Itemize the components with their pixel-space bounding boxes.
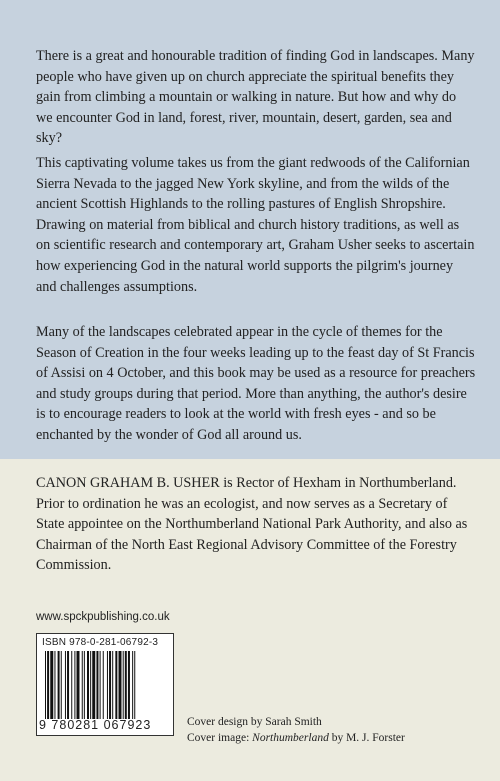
barcode-stripe [50,651,53,719]
blurb-paragraph-1: There is a great and honourable tradition of finding God in landscapes. Many people who have given up on church appreciate the spiritual benefits they gain from climbing a mountain or walking in nature. But how and why do we encounter God in land, forest, river, mountain, desert, garden, sea and sky? [36,48,475,147]
cover-image-suffix: by M. J. Forster [328,732,405,744]
barcode-stripe [128,651,130,719]
ean-digits: 9 780281 067923 [39,718,152,732]
barcode-stripe [67,651,69,719]
barcode-stripe [112,651,113,719]
isbn-label: ISBN 978-0-281-06792-3 [42,637,159,648]
barcode-stripe [125,651,127,719]
barcode-stripe [132,651,133,719]
barcode-stripe [87,651,89,719]
isbn-barcode [36,633,174,736]
barcode-stripe [100,651,101,719]
blurb-paragraph-3: Many of the landscapes celebrated appear in the cycle of themes for the Season of Creation in the four weeks leading up to the feast day of St Francis of Assisi on 4 October, and this book may be used as a resource for preachers and study groups during that period. More than anything, the author's desire is to encourage readers to look at the world with fresh eyes - and so be enchanted by the wonder of God all around us. [36,324,476,443]
blurb-paragraph-2: This captivating volume takes us from the giant redwoods of the Californian Sierra Nevada to the jagged New York skyline, and from the wilds of the ancient Scottish Highlands to the rolling pastures of English Shropshire. Drawing on material from biblical and church history traditions, as well as on scientific research and contemporary art, Graham Usher seeks to ascertain how experiencing God in the natural world supports the pilgrim's journey and challenges assumptions. [36,155,475,295]
barcode-stripe [82,651,83,719]
barcode-stripe [74,651,75,719]
barcode-stripe [90,651,91,719]
barcode-stripe [115,651,117,719]
barcode-stripe [71,651,72,719]
barcode-stripe [107,651,108,719]
cover-image-title: Northumberland [252,732,329,744]
barcode-stripe [77,651,80,719]
barcode-stripe [119,651,122,719]
cover-image-credit [187,730,405,746]
barcode-stripe [92,651,95,719]
cover-credits [187,714,405,746]
barcode-stripe [123,651,124,719]
cover-image-prefix: Cover image: [187,732,253,744]
barcode-stripe [65,651,66,719]
barcode-stripe [45,651,46,719]
author-bio: CANON GRAHAM B. USHER is Rector of Hexham in Northumberland. Prior to ordination he was an ecologist, and now serves as a Secretary of State appointee on the Northumberland National Park Authority, and also as Chairman of the North East Regional Advisory Committee of the Forestry Commission. [36,475,468,574]
barcode-stripe [58,651,60,719]
barcode-stripe [54,651,55,719]
barcode-stripe [61,651,62,719]
cover-design-credit: Cover design by Sarah Smith [187,716,322,728]
barcode-stripe [134,651,135,719]
barcode-stripe [47,651,49,719]
barcode-stripe [96,651,98,719]
barcode-stripe [84,651,85,719]
publisher-website[interactable]: www.spckpublishing.co.uk [36,611,170,623]
barcode-bars [45,651,167,719]
barcode-stripe [103,651,104,719]
barcode-stripe [109,651,111,719]
